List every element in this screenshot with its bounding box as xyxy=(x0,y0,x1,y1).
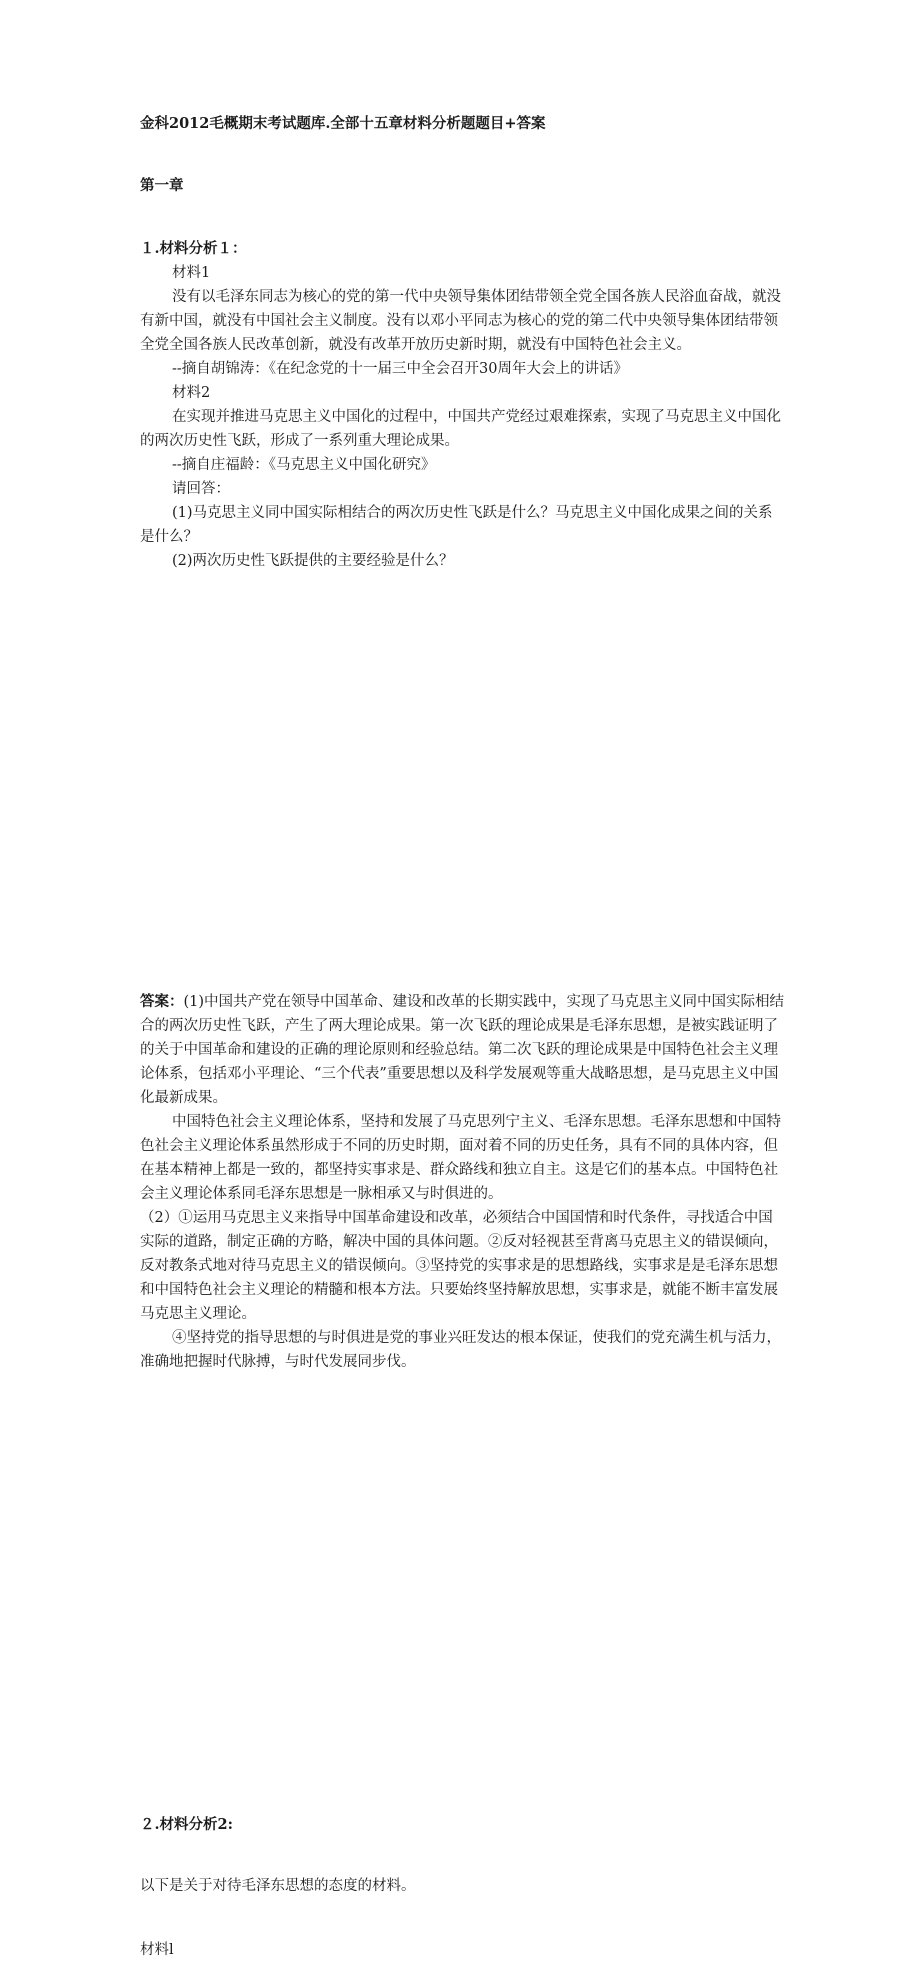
question-2-material-1-block xyxy=(140,1938,785,1962)
document-title-block xyxy=(140,112,785,136)
question-1-heading: １.材料分析１： xyxy=(140,240,247,257)
question-2-intro-block xyxy=(140,1874,785,1898)
q1-material-2-text: 在实现并推进马克思主义中国化的过程中，中国共产党经过艰难探索，实现了马克思主义中国化的两次历史性飞跃，形成了一系列重大理论成果。 xyxy=(140,409,781,449)
answer-paragraph-1 xyxy=(140,990,785,1110)
question-2 xyxy=(140,1813,785,1837)
document-title: 金科2012毛概期末考试题库.全部十五章材料分析题题目+答案 xyxy=(140,115,546,132)
q1-material-2-source: --摘自庄福龄：《马克思主义中国化研究》 xyxy=(172,457,436,473)
chapter-heading-block xyxy=(140,174,785,198)
q1-material-1-text: 没有以毛泽东同志为核心的党的第一代中央领导集体团结带领全党全国各族人民浴血奋战，就没有新中国，就没有中国社会主义制度。没有以邓小平同志为核心的党的第二代中央领导集体团结带领全党全国各族人民改革创新，就没有改革开放历史新时期，就没有中国特色社会主义。 xyxy=(140,289,781,353)
answer-paragraph-4: ④坚持党的指导思想的与时俱进是党的事业兴旺发达的根本保证，使我们的党充满生机与活力，准确地把握时代脉搏，与时代发展同步伐。 xyxy=(140,1330,781,1370)
q1-material-2-label: 材料2 xyxy=(172,385,211,401)
chapter-heading: 第一章 xyxy=(140,177,184,194)
q1-material-1-source: --摘自胡锦涛：《在纪念党的十一届三中全会召开30周年大会上的讲话》 xyxy=(172,361,628,377)
q1-prompt: 请回答： xyxy=(172,481,230,497)
q1-material-1-label: 材料1 xyxy=(172,265,211,281)
answer-paragraph-3: （2）①运用马克思主义来指导中国革命建设和改革，必须结合中国国情和时代条件，寻找适合中国实际的道路，制定正确的方略，解决中国的具体问题。②反对轻视甚至背离马克思主义的错误倾向，反对教条式地对待马克思主义的错误倾向。③坚持党的实事求是的思想路线，实事求是是毛泽东思想和中国特色社会主义理论的精髓和根本方法。只要始终坚持解放思想，实事求是，就能不断丰富发展马克思主义理论。 xyxy=(140,1210,778,1322)
question-2-heading: ２.材料分析2: xyxy=(140,1816,233,1833)
q1-sub-question-2: (2)两次历史性飞跃提供的主要经验是什么？ xyxy=(172,553,454,569)
q1-sub-question-1: (1)马克思主义同中国实际相结合的两次历史性飞跃是什么？马克思主义中国化成果之间的关系是什么？ xyxy=(140,505,773,545)
answer-label: 答案： xyxy=(140,993,184,1010)
answer-1 xyxy=(140,990,785,1374)
question-2-intro: 以下是关于对待毛泽东思想的态度的材料。 xyxy=(140,1878,416,1894)
question-1 xyxy=(140,237,785,573)
answer-paragraph-2: 中国特色社会主义理论体系，坚持和发展了马克思列宁主义、毛泽东思想。毛泽东思想和中国特色社会主义理论体系虽然形成于不同的历史时期，面对着不同的历史任务，具有不同的具体内容，但在基本精神上都是一致的，都坚持实事求是、群众路线和独立自主。这是它们的基本点。中国特色社会主义理论体系同毛泽东思想是一脉相承又与时俱进的。 xyxy=(140,1114,781,1202)
answer-paragraph-1-text: (1)中国共产党在领导中国革命、建设和改革的长期实践中，实现了马克思主义同中国实际相结合的两次历史性飞跃，产生了两大理论成果。第一次飞跃的理论成果是毛泽东思想，是被实践证明了的关于中国革命和建设的正确的理论原则和经验总结。第二次飞跃的理论成果是中国特色社会主义理论体系，包括邓小平理论、“三个代表”重要思想以及科学发展观等重大战略思想，是马克思主义中国化最新成果。 xyxy=(140,994,785,1106)
q2-material-1-label: 材料l xyxy=(140,1942,174,1958)
